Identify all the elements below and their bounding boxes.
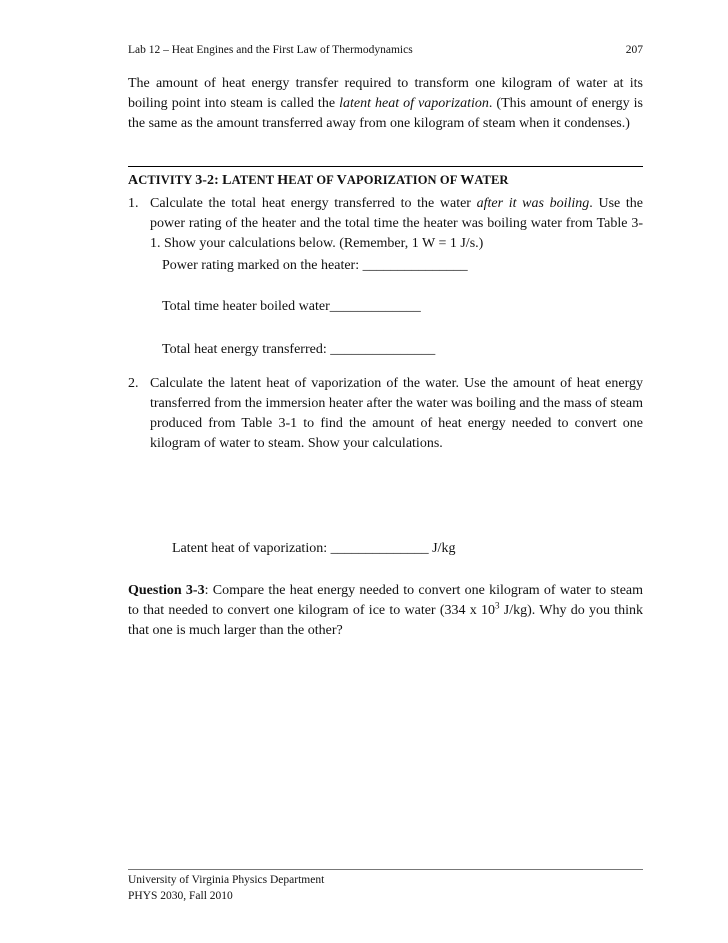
question-3-3: Question 3-3: Compare the heat energy needed to convert one kilogram of water to steam to that needed to convert one kilogram of ice to water (334 x $10^3$ J/kg). Why do you think that one is much larger than the other? <box>128 583 644 638</box>
page-header <box>128 44 643 56</box>
intro-term: latent heat of vaporization <box>339 96 489 111</box>
exponent: 3 <box>495 600 500 611</box>
activity-heading: ACTIVITY 3-2: LATENT HEAT OF VAPORIZATION OF WATER <box>128 173 509 188</box>
item-number: 1. <box>128 196 139 211</box>
intro-text-1: The amount of heat energy transfer required to transform one kilogram of water at its boiling point into steam is called the <box>128 76 643 111</box>
latent-heat-field[interactable]: Latent heat of vaporization: ______________ J/kg <box>172 541 456 556</box>
activity-item-2 <box>128 374 643 454</box>
boil-time-field[interactable]: Total time heater boiled water_____________ <box>162 299 421 314</box>
footer-divider <box>128 869 643 870</box>
item-text: Calculate the total heat energy transferred to the water after it was boiling. Use the power rating of the heater and the total time the heater was boiling water from Table 3-1. Show your calculations below. (Remember, 1 W = 1 J/s.) <box>150 196 643 251</box>
intro-paragraph <box>128 74 643 134</box>
total-energy-field[interactable]: Total heat energy transferred: _______________ <box>162 342 436 357</box>
page-footer <box>128 872 324 904</box>
power-rating-field[interactable]: Power rating marked on the heater: _______________ <box>162 258 468 273</box>
item-emphasis: after it was boiling <box>476 196 590 211</box>
footer-line-1: University of Virginia Physics Department <box>128 874 325 886</box>
page-number: 207 <box>625 44 643 56</box>
item-text: Calculate the latent heat of vaporization of the water. Use the amount of heat energy transferred from the immersion heater after the water was boiling and the mass of steam produced from Table 3-1 to find the amount of heat energy needed to convert one kilogram of water to steam. Show your calculations. <box>150 376 643 451</box>
header-title: Lab 12 – Heat Engines and the First Law of Thermodynamics <box>128 44 413 56</box>
section-divider <box>128 166 643 167</box>
item-number: 2. <box>128 376 139 391</box>
activity-item-1 <box>128 194 643 254</box>
footer-line-2: PHYS 2030, Fall 2010 <box>128 890 233 902</box>
question-label: Question 3-3 <box>128 583 205 598</box>
intro-text-2: . (This amount of energy is the same as the amount transferred away from one kilogram of steam when it condenses.) <box>128 96 643 131</box>
